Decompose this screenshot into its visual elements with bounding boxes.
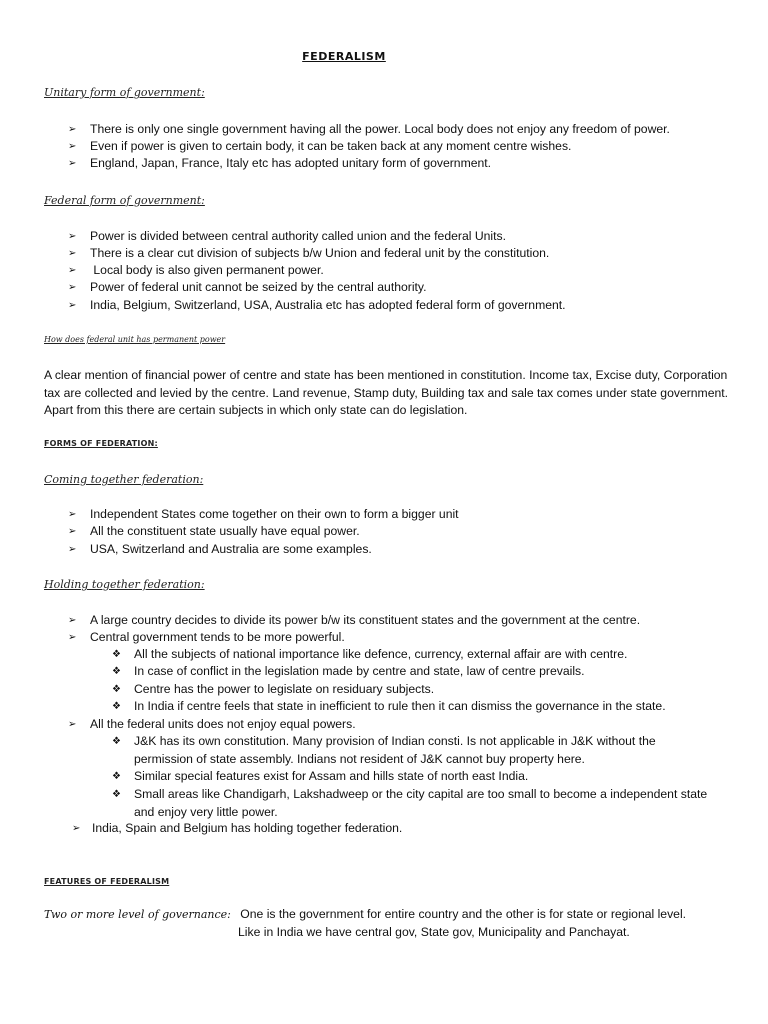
- permanent-power-heading: How does federal unit has permanent power: [44, 335, 226, 344]
- forms-of-federation-heading: FORMS OF FEDERATION:: [44, 439, 158, 448]
- governance-levels-text: One is the government for entire country and the other is for state or regional level.: [240, 907, 687, 921]
- sub-list-item: ❖ Small areas like Chandigarh, Lakshadweep or the city capital are too small to become a independent state and enjoy very little power.: [112, 787, 708, 819]
- diamond-bullet-icon: ❖: [112, 789, 121, 800]
- governance-levels-label: Two or more level of governance:: [44, 908, 231, 921]
- arrow-bullet-icon: ➢: [68, 141, 77, 152]
- arrow-bullet-icon: ➢: [68, 248, 77, 259]
- arrow-bullet-icon: ➢: [68, 544, 77, 555]
- arrow-bullet-icon: ➢: [68, 231, 77, 242]
- holding-together-heading: Holding together federation:: [44, 578, 205, 591]
- arrow-bullet-icon: ➢: [68, 719, 77, 730]
- permanent-power-paragraph: A clear mention of financial power of centre and state has been mentioned in constitution. Income tax, Excise duty, Corporation tax are collected and levied by the centre. Land revenue, Stamp duty, Building tax and sale tax comes under state government. Apart from this there are certain subjects in which only state can do legislation.: [44, 368, 729, 417]
- arrow-bullet-icon: ➢: [68, 632, 77, 643]
- coming-together-heading: Coming together federation:: [44, 473, 204, 486]
- unitary-heading: Unitary form of government:: [44, 86, 205, 99]
- diamond-bullet-icon: ❖: [112, 684, 121, 695]
- arrow-bullet-icon: ➢: [68, 282, 77, 293]
- diamond-bullet-icon: ❖: [112, 736, 121, 747]
- diamond-bullet-icon: ❖: [112, 771, 121, 782]
- federal-heading: Federal form of government:: [44, 194, 205, 207]
- diamond-bullet-icon: ❖: [112, 701, 121, 712]
- document-page: FEDERALISM Unitary form of government: ➢ There is only one single government having all the power. Local body does not enjoy any freedom of power. ➢ Even if power is given to certain body, it can be taken back at any moment centre wishes. ➢ England, Japan, France, Italy etc has adopted unitary form of government. Federal form of government: ➢ Power is divided between central authority called union and the federal Units. ➢ There is a clear cut division of subjects b/w Union and federal unit by the constitution. ➢ Local body is also given permanent power. ➢ Power of federal unit cannot be seized by the central authority. ➢ India, Belgium, Switzerland, USA, Australia etc has adopted federal form of government. How does federal unit has permanent power A clear mention of financial power of centre and state has been mentioned in constitution. Income tax, Excise duty, Corporation tax are collected and levied by the centre. Land revenue, Stamp duty, Building tax and sale tax comes under state government. Apart from this there are certain subjects in which only state can do legislation. FORMS OF FEDERATION: Coming together federation: ➢ Independent States come together on their own to form a bigger unit ➢ All the constituent state usually have equal power. ➢ USA, Switzerland and Australia are some examples. Holding together federation: ➢ A large country decides to divide its power b/w its constituent states and the government at the centre. ➢ Central government tends to be more powerful. ❖ All the subjects of national importance like defence, currency, external affair are with centre. ❖ In case of conflict in the legislation made by centre and state, law of centre prevails. ❖ Centre has the power to legislate on residuary subjects. ❖ In India if centre feels that state in inefficient to rule then it can dismiss the governance in the state. ➢ All the federal units does not enjoy equal powers. ❖ J&K has its own constitution. Many provision of Indian consti. Is not applicable in J&K without the permission of state assembly. Indians not resident of J&K cannot buy property here. ❖ Similar special features exist for Assam and hills state of north east India. ❖ Small areas like Chandigarh, Lakshadweep or the city capital are too small to become a independent state and enjoy very little power. ➢ India, Spain and Belgium has holding together federation. FEATURES OF FEDERALISM Two or more level of governance: One is the government for entire country and the other is for state or regional level. Like in India we have central gov, State gov, Municipality and Panchayat.: [0, 0, 768, 1024]
- arrow-bullet-icon: ➢: [68, 509, 77, 520]
- arrow-bullet-icon: ➢: [68, 300, 77, 311]
- arrow-bullet-icon: ➢: [68, 265, 77, 276]
- arrow-bullet-icon: ➢: [68, 124, 77, 135]
- sub-list-item: ❖ J&K has its own constitution. Many provision of Indian consti. Is not applicable in J&K without the permission of state assembly. Indians not resident of J&K cannot buy property here.: [112, 734, 656, 766]
- diamond-bullet-icon: ❖: [112, 649, 121, 660]
- arrow-bullet-icon: ➢: [68, 158, 77, 169]
- arrow-bullet-icon: ➢: [68, 526, 77, 537]
- governance-levels-row: [44, 906, 686, 924]
- arrow-bullet-icon: ➢: [72, 823, 81, 834]
- governance-levels-example: Like in India we have central gov, State gov, Municipality and Panchayat.: [238, 925, 630, 939]
- arrow-bullet-icon: ➢: [68, 615, 77, 626]
- diamond-bullet-icon: ❖: [112, 666, 121, 677]
- features-of-federalism-heading: FEATURES OF FEDERALISM: [44, 877, 170, 886]
- document-title: FEDERALISM: [302, 50, 386, 63]
